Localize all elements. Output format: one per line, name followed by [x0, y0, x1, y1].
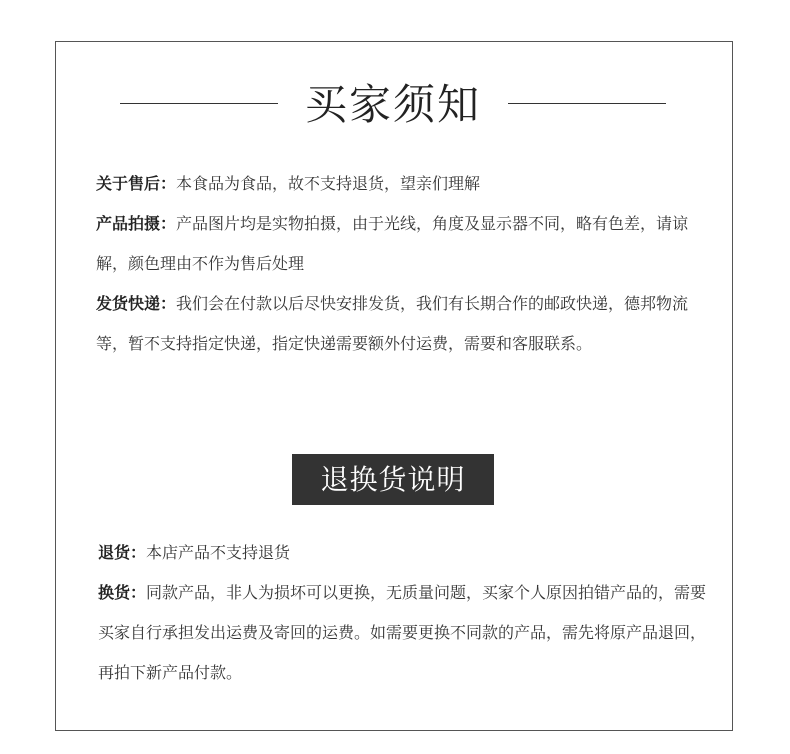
photos-paragraph — [96, 204, 706, 284]
exchange-paragraph — [98, 573, 710, 693]
title-divider-right — [508, 103, 666, 104]
title-divider-left — [120, 103, 278, 104]
exchange-label: 换货： — [98, 583, 147, 602]
shipping-label: 发货快递： — [96, 294, 177, 313]
photos-label: 产品拍摄： — [96, 214, 177, 233]
return-paragraph — [98, 533, 710, 573]
return-exchange-section — [98, 533, 710, 693]
exchange-text: 同款产品，非人为损坏可以更换，无质量问题，买家个人原因拍错产品的，需要买家自行承担发出运费及寄回的运费。如需要更换不同款的产品，需先将原产品退回，再拍下新产品付款。 — [98, 583, 707, 682]
return-label: 退货： — [98, 543, 147, 562]
after-sales-paragraph — [96, 164, 706, 204]
buyer-notice-section — [96, 164, 706, 364]
return-text: 本店产品不支持退货 — [146, 543, 291, 562]
photos-text: 产品图片均是实物拍摄，由于光线，角度及显示器不同，略有色差，请谅解，颜色理由不作为售后处理 — [96, 214, 689, 273]
shipping-text: 我们会在付款以后尽快安排发货，我们有长期合作的邮政快递，德邦物流等，暂不支持指定快递，指定快递需要额外付运费，需要和客服联系。 — [96, 294, 689, 353]
page-title: 买家须知 — [304, 80, 481, 129]
title-row — [0, 0, 790, 130]
return-exchange-banner: 退换货说明 — [292, 454, 494, 505]
after-sales-text: 本食品为食品，故不支持退货，望亲们理解 — [176, 174, 481, 193]
shipping-paragraph — [96, 284, 706, 364]
after-sales-label: 关于售后： — [96, 174, 177, 193]
